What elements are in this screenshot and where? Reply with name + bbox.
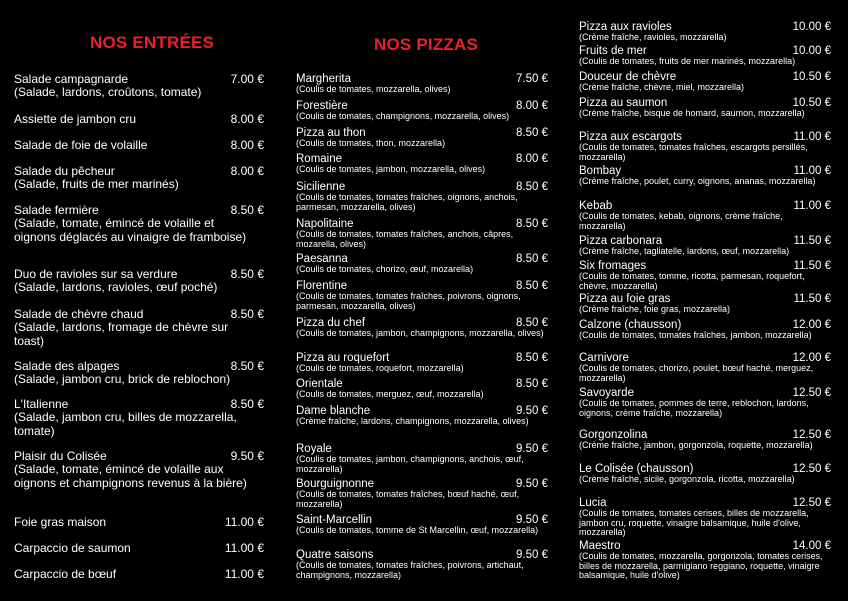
item-description: (Coulis de tomates, champignons, mozzarella, olives) <box>296 111 510 121</box>
item-description: (Coulis de tomates, fruits de mer marinés, mozzarella) <box>579 56 796 66</box>
item-description: (Salade, tomate, émincé de volaille aux oignons et champignons revenus à la bière) <box>14 462 247 490</box>
menu-item <box>579 131 831 162</box>
item-price: 10.50 € <box>792 97 831 109</box>
menu-item <box>14 450 264 490</box>
menu-item <box>296 514 548 536</box>
menu-item <box>296 317 548 339</box>
item-description: (Coulis de tomates, roquefort, mozzarella) <box>296 363 464 373</box>
item-name: Pizza carbonara <box>579 235 663 247</box>
item-description: (Crème fraîche, tagliatelle, lardons, œuf, mozzarella) <box>579 246 790 256</box>
menu-item <box>579 45 831 67</box>
item-name: Pizza du chef <box>296 317 366 329</box>
item-price: 10.00 € <box>792 21 831 33</box>
menu-item <box>296 73 548 95</box>
menu-item <box>14 165 264 192</box>
item-name: Douceur de chèvre <box>579 71 677 83</box>
item-price: 8.50 € <box>516 181 548 193</box>
menu-item <box>296 478 548 509</box>
item-price: 8.50 € <box>516 352 548 364</box>
menu-item <box>579 319 831 341</box>
item-price: 10.50 € <box>792 71 831 83</box>
menu-item <box>296 443 548 474</box>
item-description: (Crème fraîche, ravioles, mozzarella) <box>579 32 727 42</box>
item-price: 8.00 € <box>516 153 548 165</box>
item-price: 8.50 € <box>516 218 548 230</box>
menu-item <box>579 200 831 231</box>
menu-item <box>579 235 831 257</box>
item-price: 8.50 € <box>230 267 264 281</box>
item-description: (Coulis de tomates, tomates fraîches, poivrons, artichaut, champignons, mozzarella) <box>296 560 524 580</box>
menu-item <box>296 100 548 122</box>
item-name: Sicilienne <box>296 181 346 193</box>
item-price: 8.50 € <box>230 359 264 373</box>
item-description: (Coulis de tomates, tomates fraîches, oignons, anchois, parmesan, mozzarella, olives) <box>296 192 518 212</box>
item-description: (Coulis de tomates, thon, mozzarella) <box>296 138 446 148</box>
item-price: 10.00 € <box>792 45 831 57</box>
item-description: (Salade, lardons, fromage de chèvre sur toast) <box>14 320 229 348</box>
item-description: (Crème fraîche, bisque de homard, saumon, mozzarella) <box>579 108 805 118</box>
item-name: Carnivore <box>579 352 629 364</box>
menu-item <box>579 260 831 291</box>
item-name: Paesanna <box>296 253 348 265</box>
item-name: Pizza au roquefort <box>296 352 390 364</box>
menu-item <box>14 204 264 244</box>
menu-item <box>296 549 548 580</box>
item-description: (Salade, lardons, ravioles, œuf poché) <box>14 280 218 294</box>
menu-item <box>579 352 831 383</box>
item-price: 11.50 € <box>793 235 831 247</box>
item-name: Carpaccio de bœuf <box>14 567 117 581</box>
item-description: (Coulis de tomates, jambon, champignons, mozzarella, olives) <box>296 328 544 338</box>
menu-item <box>579 97 831 119</box>
item-description: (Crème fraîche, sicile, gorgonzola, ricotta, mozzarella) <box>579 474 795 484</box>
item-price: 8.00 € <box>516 100 548 112</box>
item-price: 8.00 € <box>230 164 264 178</box>
item-name: Fruits de mer <box>579 45 647 57</box>
item-name: Six fromages <box>579 260 647 272</box>
item-price: 12.50 € <box>792 429 831 441</box>
item-price: 11.00 € <box>793 200 831 212</box>
item-name: Kebab <box>579 200 613 212</box>
item-name: Salade de chèvre chaud <box>14 307 144 321</box>
item-name: Napolitaine <box>296 218 354 230</box>
item-name: Salade fermière <box>14 203 99 217</box>
menu-item <box>14 360 264 387</box>
menu-item <box>14 542 264 555</box>
menu-item <box>296 253 548 275</box>
item-name: Salade campagnarde <box>14 72 129 86</box>
item-price: 8.50 € <box>516 253 548 265</box>
item-description: (Coulis de tomates, chorizo, œuf, mozarella) <box>296 264 474 274</box>
item-name: Lucia <box>579 497 607 509</box>
item-price: 7.00 € <box>230 72 264 86</box>
item-description: (Coulis de tomates, tomates fraîches, bœuf haché, œuf, mozzarella) <box>296 489 520 509</box>
item-description: (Salade, tomate, émincé de volaille et oignons déglacés au vinaigre de framboise) <box>14 216 247 244</box>
item-name: Foie gras maison <box>14 515 107 529</box>
item-price: 8.50 € <box>516 378 548 390</box>
item-price: 8.50 € <box>230 203 264 217</box>
item-description: (Crème fraîche, jambon, gorgonzola, roquette, mozzarella) <box>579 440 813 450</box>
item-description: (Coulis de tomates, tomates fraîches, poivrons, oignons, parmesan, mozzarella, olives) <box>296 291 521 311</box>
item-price: 8.50 € <box>516 280 548 292</box>
item-price: 8.50 € <box>230 397 264 411</box>
menu-item <box>296 280 548 311</box>
menu-item <box>579 387 831 418</box>
menu-item <box>14 398 264 438</box>
item-description: (Crème fraîche, chèvre, miel, mozzarella) <box>579 82 745 92</box>
item-name: Plaisir du Colisée <box>14 449 107 463</box>
item-description: (Coulis de tomates, chorizo, poulet, bœuf haché, merguez, mozzarella) <box>579 363 814 383</box>
menu-item <box>579 293 831 315</box>
item-price: 11.00 € <box>793 131 831 143</box>
entrees-heading: NOS ENTRÉES <box>90 33 215 52</box>
item-description: (Coulis de tomates, mozzarella, olives) <box>296 84 451 94</box>
item-price: 11.00 € <box>224 515 264 529</box>
item-price: 8.00 € <box>230 112 264 126</box>
item-name: Orientale <box>296 378 343 390</box>
pizzas-heading: NOS PIZZAS <box>374 35 479 54</box>
menu-item <box>14 568 264 581</box>
item-price: 11.50 € <box>793 260 831 272</box>
item-description: (Crème fraîche, foie gras, mozzarella) <box>579 304 731 314</box>
item-price: 8.00 € <box>230 138 264 152</box>
menu-item <box>579 463 831 485</box>
item-description: (Salade, lardons, croûtons, tomate) <box>14 85 202 99</box>
item-price: 7.50 € <box>516 73 548 85</box>
menu-item <box>14 139 264 152</box>
menu-item <box>14 516 264 529</box>
item-price: 11.50 € <box>793 293 831 305</box>
menu-item <box>14 73 264 100</box>
item-name: Assiette de jambon cru <box>14 112 137 126</box>
item-price: 9.50 € <box>230 449 264 463</box>
item-name: Romaine <box>296 153 343 165</box>
menu-item <box>296 218 548 249</box>
menu-item <box>579 165 831 187</box>
menu-item <box>14 308 264 348</box>
menu-item <box>296 352 548 374</box>
item-price: 11.00 € <box>224 541 264 555</box>
item-description: (Coulis de tomates, tomates fraîches, jambon, mozzarella) <box>579 330 812 340</box>
item-description: (Crème fraîche, poulet, curry, oignons, ananas, mozzarella) <box>579 176 816 186</box>
item-price: 14.00 € <box>792 540 831 552</box>
item-name: Dame blanche <box>296 405 371 417</box>
item-description: (Coulis de tomates, tomates cerises, billes de mozzarella, jambon cru, roquette, vinaigre balsamique, huile d'olive, mozzarella) <box>579 508 809 538</box>
item-description: (Coulis de tomates, jambon, mozzarella, olives) <box>296 164 486 174</box>
item-description: (Salade, fruits de mer marinés) <box>14 177 179 191</box>
menu-item <box>579 497 831 538</box>
item-name: L'Italienne <box>14 397 69 411</box>
item-price: 8.50 € <box>516 317 548 329</box>
item-name: Margherita <box>296 73 351 85</box>
item-description: (Coulis de tomates, tomme de St Marcellin, œuf, mozzarella) <box>296 525 539 535</box>
item-description: (Salade, jambon cru, brick de reblochon) <box>14 372 231 386</box>
item-price: 12.50 € <box>792 387 831 399</box>
menu-item <box>296 181 548 212</box>
item-description: (Coulis de tomates, tomates fraîches, escargots persillés, mozzarella) <box>579 142 808 162</box>
item-price: 12.50 € <box>792 497 831 509</box>
menu-item <box>296 405 548 427</box>
item-description: (Coulis de tomates, tomates fraîches, anchois, câpres, mozarella, olives) <box>296 229 514 249</box>
item-description: (Coulis de tomates, merguez, œuf, mozzarella) <box>296 389 484 399</box>
item-name: Savoyarde <box>579 387 634 399</box>
item-price: 8.50 € <box>516 127 548 139</box>
item-price: 9.50 € <box>516 549 548 561</box>
item-name: Pizza au foie gras <box>579 293 671 305</box>
item-description: (Crème fraîche, lardons, champignons, mozzarella, olives) <box>296 416 529 426</box>
item-name: Salade du pêcheur <box>14 164 115 178</box>
item-name: Bourguignonne <box>296 478 375 490</box>
item-name: Royale <box>296 443 332 455</box>
item-price: 11.00 € <box>793 165 831 177</box>
item-name: Pizza aux escargots <box>579 131 682 143</box>
menu-item <box>14 268 264 295</box>
menu-item <box>296 378 548 400</box>
menu-item <box>579 21 831 43</box>
item-price: 11.00 € <box>224 567 264 581</box>
item-description: (Coulis de tomates, mozzarella, gorgonzola, tomates cerises, billes de mozzarella, parmigiano reggiano, roquette, vinaigre balsamique, huile d'olive) <box>579 551 823 581</box>
item-description: (Salade, jambon cru, billes de mozzarella, tomate) <box>14 410 237 438</box>
item-name: Salade des alpages <box>14 359 120 373</box>
item-price: 9.50 € <box>516 478 548 490</box>
item-price: 8.50 € <box>230 307 264 321</box>
item-description: (Coulis de tomates, jambon, champignons, anchois, œuf, mozzarella) <box>296 454 524 474</box>
item-name: Quatre saisons <box>296 549 374 561</box>
item-name: Pizza aux ravioles <box>579 21 672 33</box>
item-price: 9.50 € <box>516 405 548 417</box>
item-name: Pizza au thon <box>296 127 366 139</box>
item-description: (Coulis de tomates, pommes de terre, reblochon, lardons, oignons, crème fraîche, mozzarella) <box>579 398 809 418</box>
item-name: Bombay <box>579 165 622 177</box>
item-name: Salade de foie de volaille <box>14 138 148 152</box>
item-price: 9.50 € <box>516 443 548 455</box>
menu-item <box>296 153 548 175</box>
item-name: Calzone (chausson) <box>579 319 682 331</box>
item-name: Le Colisée (chausson) <box>579 463 694 475</box>
item-name: Forestière <box>296 100 348 112</box>
menu-item <box>579 71 831 93</box>
item-name: Florentine <box>296 280 348 292</box>
menu-item <box>296 127 548 149</box>
item-name: Pizza au saumon <box>579 97 668 109</box>
menu-item <box>579 429 831 451</box>
item-name: Gorgonzolina <box>579 429 648 441</box>
item-price: 12.00 € <box>792 352 831 364</box>
item-price: 9.50 € <box>516 514 548 526</box>
item-name: Duo de ravioles sur sa verdure <box>14 267 178 281</box>
item-price: 12.50 € <box>792 463 831 475</box>
item-description: (Coulis de tomates, tomme, ricotta, parmesan, roquefort, chèvre, mozzarella) <box>579 271 805 291</box>
item-description: (Coulis de tomates, kebab, oignons, crème fraîche, mozzarella) <box>579 211 783 231</box>
item-name: Maestro <box>579 540 621 552</box>
item-name: Carpaccio de saumon <box>14 541 131 555</box>
item-name: Saint-Marcellin <box>296 514 373 526</box>
menu-item <box>579 540 831 581</box>
menu-item <box>14 113 264 126</box>
item-price: 12.00 € <box>792 319 831 331</box>
